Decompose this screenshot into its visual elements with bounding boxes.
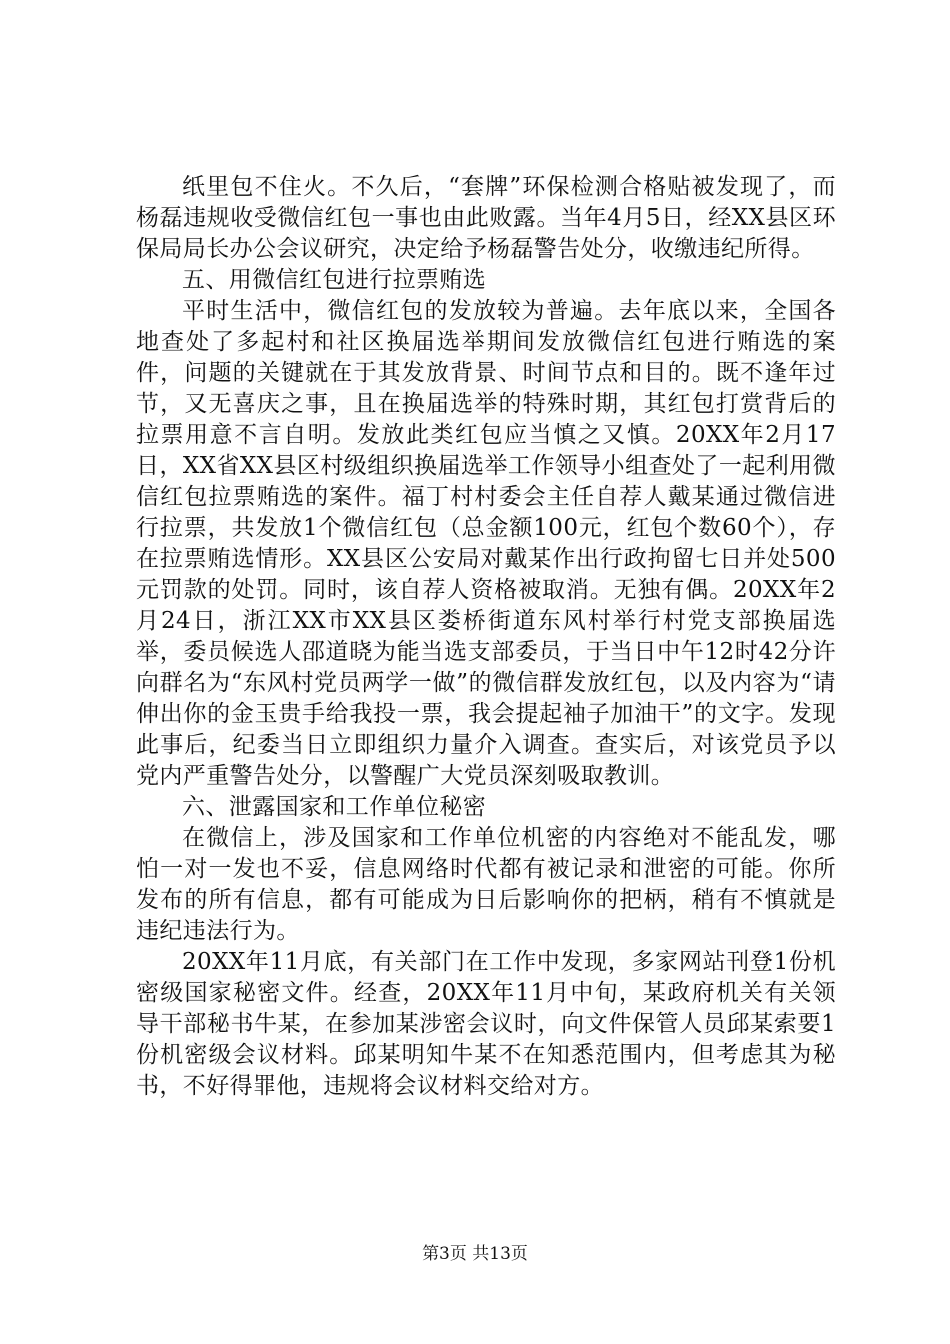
section-heading: 五、用微信红包进行拉票贿选 <box>182 267 487 293</box>
section-heading: 六、泄露国家和工作单位秘密 <box>182 794 487 820</box>
paragraph: 平时生活中，微信红包的发放较为普遍。去年底以来，全国各地查处了多起村和社区换届选举期间发放微信红包进行贿选的案件，问题的关键就在于其发放背景、时间节点和目的。既不逢年过节，又无喜庆之事，且在换届选举的特殊时期，其红包打赏背后的拉票用意不言自明。发放此类红包应当慎之又慎。20XX年2月17日，XX省XX县区村级组织换届选举工作领导小组查处了一起利用微信红包拉票贿选的案件。福丁村村委会主任自荐人戴某通过微信进行拉票，共发放1个微信红包（总金额100元，红包个数60个），存在拉票贿选情形。XX县区公安局对戴某作出行政拘留七日并处500元罚款的处罚。同时，该自荐人资格被取消。无独有偶。20XX年2月24日，浙江XX市XX县区娄桥街道东风村举行村党支部换届选举，委员候选人邵道晓为能当选支部委员，于当日中午12时42分许向群名为“东风村党员两学一做”的微信群发放红包，以及内容为“请伸出你的金玉贵手给我投一票，我会提起袖子加油干”的文字。发现此事后，纪委当日立即组织力量介入调查。查实后，对该党员予以党内严重警告处分，以警醒广大党员深刻吸取教训。 <box>136 298 836 789</box>
page-number-footer: 第3页 共13页 <box>422 1244 528 1264</box>
document-body <box>136 172 836 1102</box>
paragraph: 在微信上，涉及国家和工作单位机密的内容绝对不能乱发，哪怕一对一发也不妥，信息网络时代都有被记录和泄密的可能。你所发布的所有信息，都有可能成为日后影响你的把柄，稍有不慎就是违纪违法行为。 <box>136 825 836 944</box>
paragraph: 纸里包不住火。不久后，“套牌”环保检测合格贴被发现了，而杨磊违规收受微信红包一事也由此败露。当年4月5日，经XX县区环保局局长办公会议研究，决定给予杨磊警告处分，收缴违纪所得。 <box>136 174 836 262</box>
paragraph: 20XX年11月底，有关部门在工作中发现，多家网站刊登1份机密级国家秘密文件。经查，20XX年11月中旬，某政府机关有关领导干部秘书牛某，在参加某涉密会议时，向文件保管人员邱某索要1份机密级会议材料。邱某明知牛某不在知悉范围内，但考虑其为秘书，不好得罪他，违规将会议材料交给对方。 <box>136 949 836 1099</box>
